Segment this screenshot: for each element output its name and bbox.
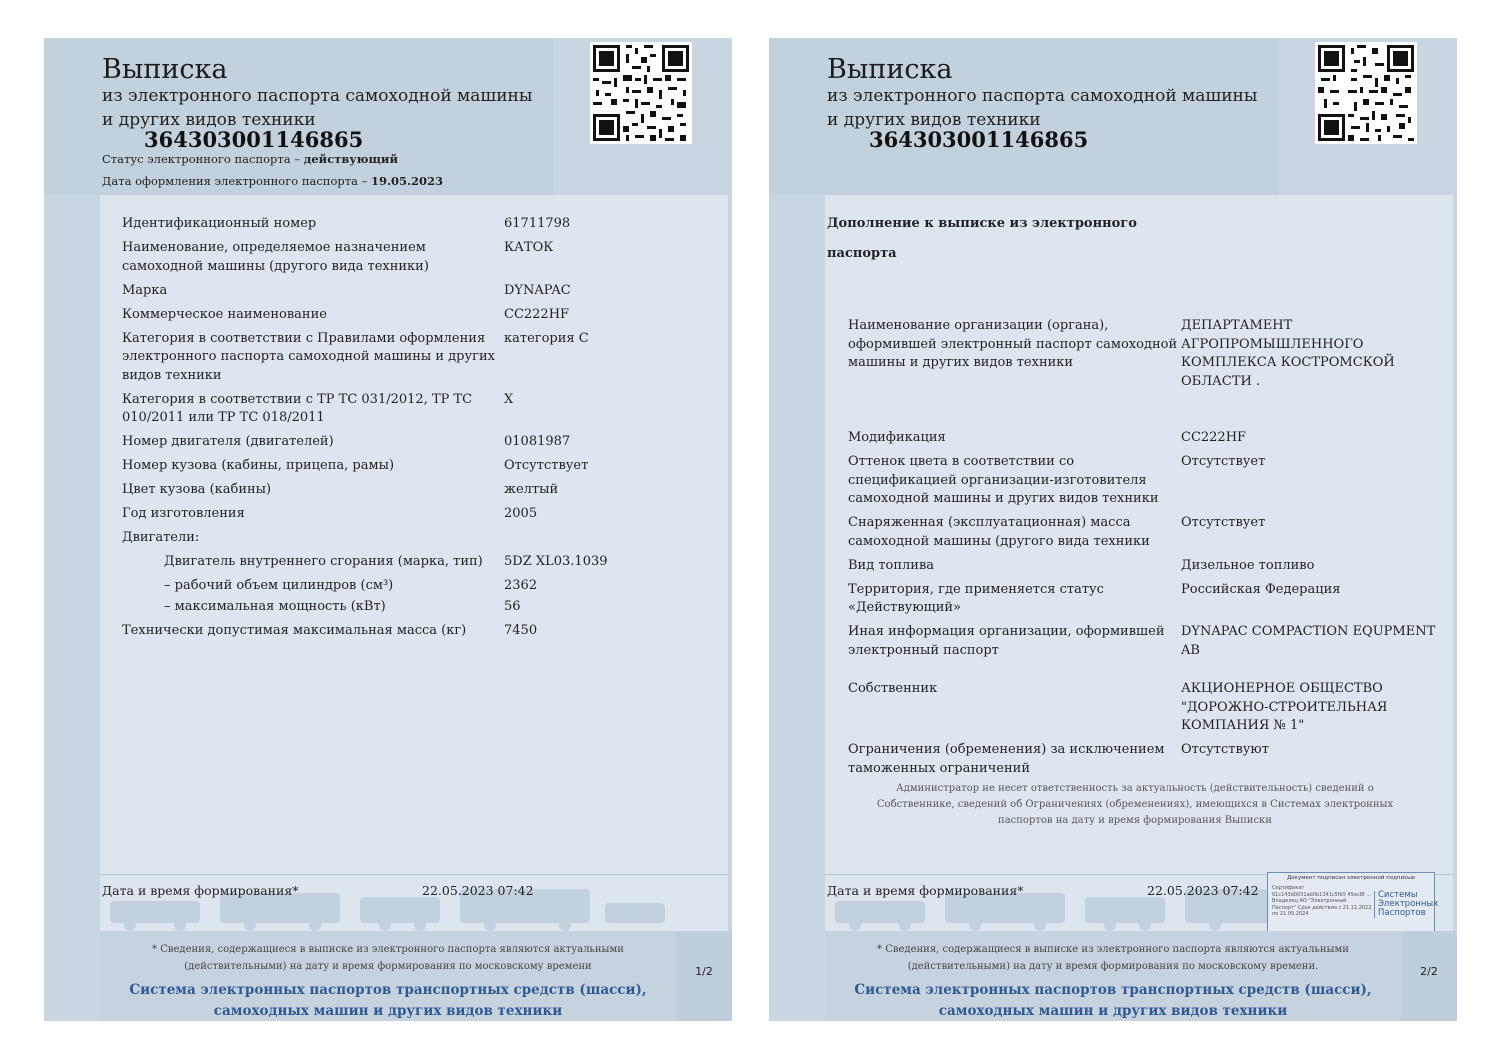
passport-page-1 <box>44 38 732 1021</box>
page-subtitle: из электронного паспорта самоходной машины и других видов техники <box>827 86 1258 130</box>
page-number: 2/2 <box>1420 965 1438 978</box>
qr-code <box>590 42 692 144</box>
detail-row: Технически допустимая максимальная масса (кг) 7450 <box>122 622 538 638</box>
qr-code <box>1315 42 1417 144</box>
status-value: действующий <box>303 152 398 166</box>
detail-row: Ограничения (обременения) за исключением таможенных ограничений Отсутствуют <box>848 742 1269 776</box>
detail-row: Коммерческое наименование CC222HF <box>122 306 570 322</box>
detail-row: Категория в соответствии с Правилами оформления электронного паспорта самоходной машины и других видов техники категория C <box>122 330 589 383</box>
passport-page-2 <box>769 38 1457 1021</box>
page-number-box <box>1401 931 1457 1021</box>
issue-date: Дата оформления электронного паспорта – 19.05.2023 <box>102 174 444 188</box>
detail-row: Иная информация организации, оформившей электронный паспорт DYNAPAC COMPACTION EQUPMENT AB <box>848 624 1436 658</box>
detail-row: Номер кузова (кабины, прицепа, рамы) Отсутствует <box>122 458 589 473</box>
detail-row: Вид топлива Дизельное топливо <box>848 557 1315 573</box>
detail-row: Марка DYNAPAC <box>122 282 571 298</box>
e-signature-stamp <box>1267 872 1439 934</box>
system-name: Система электронных паспортов транспортных средств (шасси), самоходных машин и других видов техники <box>129 982 647 1019</box>
addon-title: Дополнение к выписке из электронного паспорта <box>827 216 1137 261</box>
details-list <box>848 317 1438 784</box>
generated-label: Дата и время формирования* <box>102 883 299 898</box>
disclaimer: Администратор не несет ответственность за актуальность (действительность) сведений о Собственнике, сведений об Ограничениях (обременениях), имеющихся в Системах электронных паспортов на дату и время формирования Выписки <box>876 783 1394 826</box>
passport-number: 364303001146865 <box>144 127 364 152</box>
detail-row: Модификация CC222HF <box>848 430 1247 445</box>
signature-issuer: Системы Электронных Паспортов <box>1374 891 1436 918</box>
detail-row: Номер двигателя (двигателей) 01081987 <box>122 434 571 449</box>
signature-details: Сертификат 01c143d0051ab0b1341c5fb5 45ec8f ... Владелец АО "Электронный Паспорт" Срок действия с 21.11.2022 по 21.05.2024 <box>1272 885 1372 917</box>
page-subtitle: из электронного паспорта самоходной машины и других видов техники <box>102 86 533 130</box>
signature-title: Документ подписан электронной подписью <box>1286 875 1415 881</box>
footnote: * Сведения, содержащиеся в выписке из электронного паспорта являются актуальными (действительными) на дату и время формирования по московскому времени <box>152 944 624 972</box>
divider <box>100 874 728 875</box>
footnote: * Сведения, содержащиеся в выписке из электронного паспорта являются актуальными (действительными) на дату и время формирования по московскому времени. <box>877 944 1349 972</box>
detail-row: Год изготовления 2005 <box>122 506 538 521</box>
engines-heading: Двигатели: <box>122 530 200 545</box>
detail-row: Наименование, определяемое назначением самоходной машины (другого вида техники) КАТОК <box>122 240 554 274</box>
detail-row: Оттенок цвета в соответствии со спецификацией организации-изготовителя самоходной машины и других видов техники Отсутствует <box>848 454 1266 506</box>
detail-row: Снаряженная (эксплуатационная) масса самоходной машины (другого вида техники Отсутствует <box>848 515 1266 549</box>
detail-row: Цвет кузова (кабины) желтый <box>122 482 559 497</box>
engine-row: Двигатель внутреннего сгорания (марка, тип) 5DZ XL03.1039 <box>164 554 608 569</box>
detail-row: Собственник АКЦИОНЕРНОЕ ОБЩЕСТВО "ДОРОЖНО-СТРОИТЕЛЬНАЯ КОМПАНИЯ № 1" <box>848 681 1388 733</box>
detail-row: Идентификационный номер 61711798 <box>122 216 571 231</box>
generated-label: Дата и время формирования* <box>827 883 1024 898</box>
details-panel <box>100 195 728 965</box>
passport-number: 364303001146865 <box>869 127 1089 152</box>
generated-datetime: 22.05.2023 07:42 <box>1147 883 1259 898</box>
page-number: 1/2 <box>695 965 713 978</box>
page-number-box <box>676 931 732 1021</box>
page-title: Выписка <box>102 54 228 85</box>
details-panel <box>825 195 1453 965</box>
page-title: Выписка <box>827 54 953 85</box>
system-name: Система электронных паспортов транспортных средств (шасси), самоходных машин и других видов техники <box>854 982 1372 1019</box>
engine-row: – рабочий объем цилиндров (см³) 2362 <box>164 578 538 593</box>
detail-row: Наименование организации (органа), оформившей электронный паспорт самоходной машины и других видов техники ДЕПАРТАМЕНТ АГРОПРОМЫШЛЕННОГО КОМПЛЕКСА КОСТРОМСКОЙ ОБЛАСТИ . <box>848 318 1395 389</box>
generated-datetime: 22.05.2023 07:42 <box>422 883 534 898</box>
issue-date-value: 19.05.2023 <box>371 174 444 188</box>
detail-row: Территория, где применяется статус «Действующий» Российская Федерация <box>848 581 1341 615</box>
details-list <box>122 215 712 646</box>
detail-row: Категория в соответствии с ТР ТС 031/2012, ТР ТС 010/2011 или ТР ТС 018/2011 X <box>122 391 514 425</box>
passport-status: Статус электронного паспорта – действующий <box>102 152 398 166</box>
engine-row: – максимальная мощность (кВт) 56 <box>164 598 521 614</box>
